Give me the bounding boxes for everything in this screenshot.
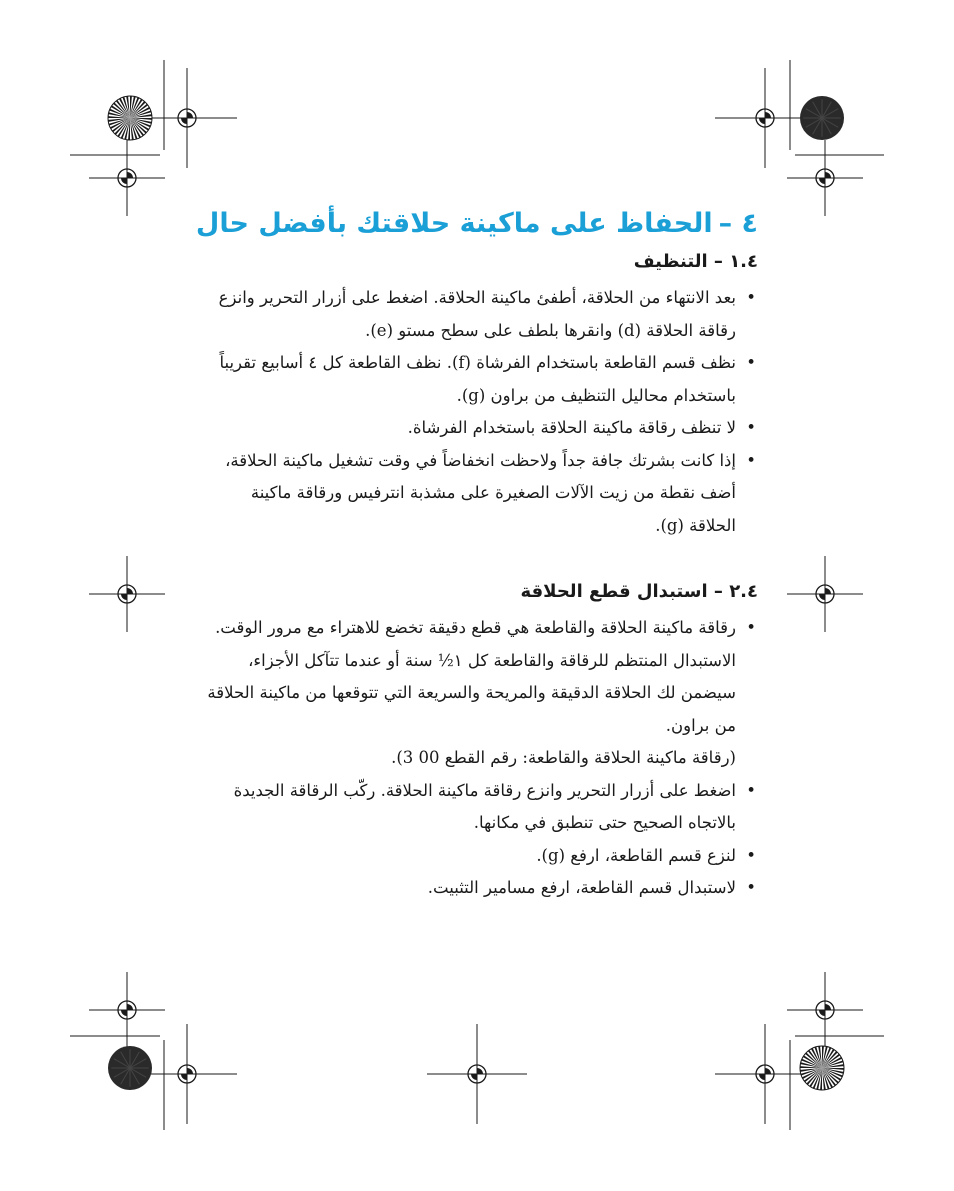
page-title (195, 200, 758, 248)
part-number-note: (رقاقة ماكينة الحلاقة والقاطعة: رقم القطع 00 3). (391, 748, 736, 767)
list-item: • لاستبدال قسم القاطعة، ارفع مسامير التثبيت. (200, 872, 758, 905)
starburst-target-icon (800, 1046, 844, 1090)
section-replacement-title: ٢.٤ – استبدال قطع الحلاقة (520, 581, 758, 602)
replacement-list (200, 612, 758, 905)
page-content (195, 200, 758, 905)
list-item: • لنزع قسم القاطعة، ارفع (g). (200, 840, 758, 873)
registration-crosshair-icon (787, 140, 863, 216)
registration-crosshair-icon (715, 1024, 815, 1124)
starburst-target-icon (108, 96, 152, 140)
list-item: • نظف قسم القاطعة باستخدام الفرشاة (f). نظف القاطعة كل ٤ أسابيع تقريباً باستخدام محاليل التنظيف من براون (g). (200, 347, 758, 412)
list-item: • لا تنظف رقاقة ماكينة الحلاقة باستخدام الفرشاة. (200, 412, 758, 445)
section-cleaning-title: ١.٤ – التنظيف (633, 251, 758, 272)
list-item: • بعد الانتهاء من الحلاقة، أطفئ ماكينة الحلاقة. اضغط على أزرار التحرير وانزع رقاقة الحلاقة (d) وانقرها بلطف على سطح مستو (e). (200, 282, 758, 347)
registration-crosshair-icon (137, 1024, 237, 1124)
cleaning-list (200, 282, 758, 542)
list-item (200, 612, 758, 775)
list-item-text: رقاقة ماكينة الحلاقة والقاطعة هي قطع دقيقة تخضع للاهتراء مع مرور الوقت. الاستبدال المنتظم للرقاقة والقاطعة كل ١½ سنة أو عندما تتآكل الأجزاء، سيضمن لك الحلاقة الدقيقة والمريحة والسريعة التي تتوقعها من ماكينة الحلاقة من براون. (207, 618, 736, 735)
list-item: • اضغط على أزرار التحرير وانزع رقاقة ماكينة الحلاقة. ركّب الرقاقة الجديدة بالاتجاه الصحيح حتى تنطبق في مكانها. (200, 775, 758, 840)
registration-crosshair-icon (787, 972, 863, 1048)
dark-dot-target-icon (108, 1046, 152, 1090)
registration-crosshair-icon (89, 972, 165, 1048)
registration-crosshair-icon (89, 556, 165, 632)
registration-crosshair-icon (89, 140, 165, 216)
heading-number: ٤ – (718, 208, 758, 239)
heading-text: الحفاظ على ماكينة حلاقتك بأفضل حال (195, 208, 713, 239)
list-item: • إذا كانت بشرتك جافة جداً ولاحظت انخفاضاً في وقت تشغيل ماكينة الحلاقة، أضف نقطة من زيت الآلات الصغيرة على مشذبة انترفيس ورقاقة ماكينة الحلاقة (g). (200, 445, 758, 543)
dark-dot-target-icon (800, 96, 844, 140)
registration-crosshair-icon (787, 556, 863, 632)
registration-crosshair-icon (427, 1024, 527, 1124)
